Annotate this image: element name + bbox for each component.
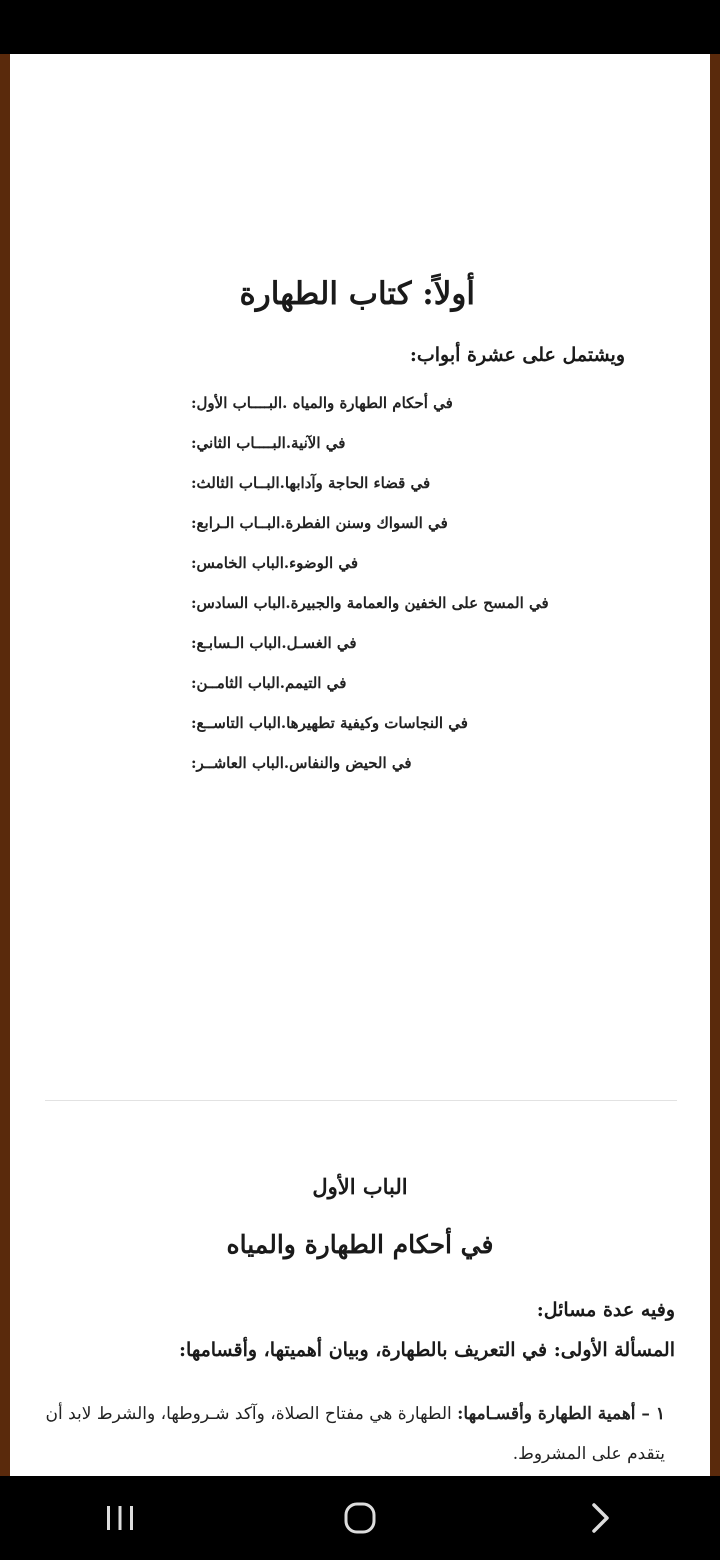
- book-page[interactable]: [10, 54, 710, 1476]
- chapter-item: [185, 554, 625, 594]
- paragraph-lead: ١ – أهمية الطهارة وأقسـامها:: [457, 1404, 665, 1424]
- chapter-label: الباب الثامــن:: [191, 674, 280, 692]
- chapter-item: [185, 514, 625, 554]
- chapter-topic: في الغسـل.: [281, 634, 357, 652]
- chapter-topic: في السواك وسنن الفطرة.: [280, 514, 448, 532]
- back-button[interactable]: [570, 1488, 630, 1548]
- recents-icon: [104, 1502, 136, 1534]
- chapter-label: الباب السادس:: [191, 594, 286, 612]
- page-divider: [45, 1100, 677, 1101]
- chapter-topic: في التيمم.: [279, 674, 347, 692]
- chapter-label: الباب الخامس:: [191, 554, 284, 572]
- back-icon: [586, 1502, 614, 1534]
- status-bar: [0, 0, 720, 54]
- body-paragraph: [45, 1394, 665, 1474]
- chapter-item: [185, 674, 625, 714]
- chapter-label: الباب الـسابـع:: [191, 634, 282, 652]
- issues-intro: وفيه عدة مسائل:: [536, 1299, 675, 1321]
- chapter-label: البــــاب الثاني:: [191, 434, 286, 452]
- chapter-item: [185, 474, 625, 514]
- paragraph-text: الطهارة هي مفتاح الصلاة، وآكد شـروطها، والشرط لابد أن يتقدم على المشروط.: [45, 1404, 665, 1464]
- chapter-topic: في أحكام الطهارة والمياه .: [282, 394, 453, 412]
- home-icon: [342, 1500, 378, 1536]
- recents-button[interactable]: [90, 1488, 150, 1548]
- chapter-topic: في النجاسات وكيفية تطهيرها.: [280, 714, 468, 732]
- chapter-list: [185, 394, 625, 794]
- navigation-bar: [0, 1476, 720, 1560]
- chapter-item: [185, 434, 625, 474]
- chapter-label: الباب العاشــر:: [191, 754, 284, 772]
- chapter-topic: في المسح على الخفين والعمامة والجبيرة.: [285, 594, 549, 612]
- home-button[interactable]: [330, 1488, 390, 1548]
- chapter-label: الباب التاســع:: [191, 714, 281, 732]
- chapter-label: البــــاب الأول:: [191, 394, 283, 412]
- chapter-heading: الباب الأول: [312, 1174, 408, 1199]
- chapter-topic: في الوضوء.: [283, 554, 359, 572]
- chapter-item: [185, 634, 625, 674]
- chapter-label: البــاب الـرابع:: [191, 514, 281, 532]
- chapter-subtitle: في أحكام الطهارة والمياه: [226, 1230, 494, 1259]
- chapter-item: [185, 394, 625, 434]
- chapter-topic: في الحيض والنفاس.: [283, 754, 412, 772]
- chapter-item: [185, 594, 625, 634]
- chapters-intro: ويشتمل على عشرة أبواب:: [409, 344, 625, 366]
- page-title: أولاً: كتاب الطهارة: [239, 276, 475, 312]
- chapter-topic: في قضاء الحاجة وآدابها.: [279, 474, 431, 492]
- chapter-label: البــاب الثالث:: [191, 474, 280, 492]
- chapter-item: [185, 714, 625, 754]
- chapter-item: [185, 754, 625, 794]
- issue-heading: المسألة الأولى: في التعريف بالطهارة، وبيان أهميتها، وأقسامها:: [179, 1339, 675, 1361]
- chapter-topic: في الآنية.: [285, 434, 346, 452]
